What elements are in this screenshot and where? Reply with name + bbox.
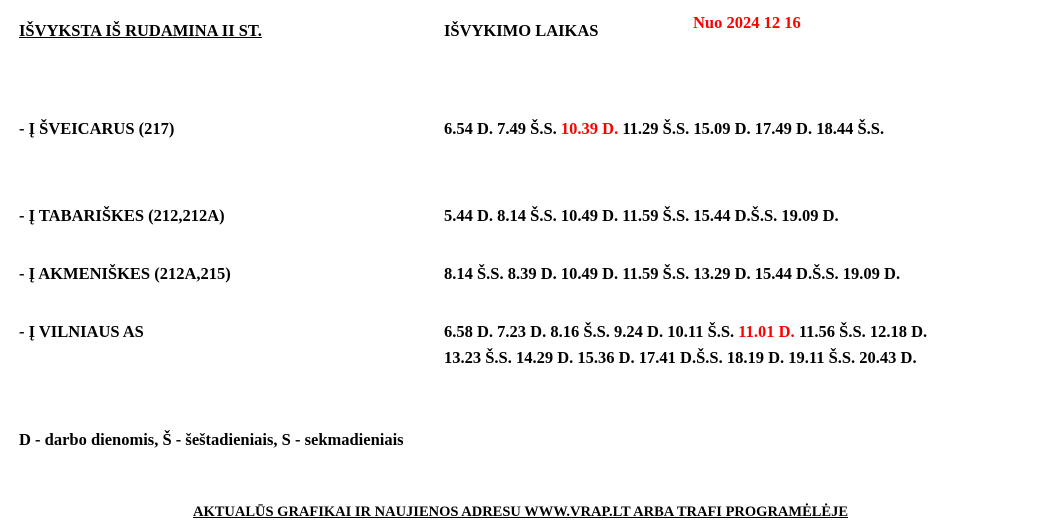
route-destination-akmeniskes: - Į AKMENIŠKES (212A,215) [19,264,231,283]
times-line [444,345,927,371]
legend-text: D - darbo dienomis, Š - šeštadieniais, S - sekmadieniais [19,430,404,449]
times-text: 11.56 Š.S. 12.18 D. [794,322,928,341]
times-text: 8.14 Š.S. 8.39 D. 10.49 D. 11.59 Š.S. 13.29 D. 15.44 D.Š.S. 19.09 D. [444,264,901,283]
route-times-vilniaus-as [444,319,927,371]
times-text: 11.29 Š.S. 15.09 D. 17.49 D. 18.44 Š.S. [618,119,885,138]
footer-notice: AKTUALŪS GRAFIKAI IR NAUJIENOS ADRESU WWW.VRAP.LT ARBA TRAFI PROGRAMĖLĖJE [192,504,849,520]
route-times-tabariskes [444,203,839,229]
departure-time-heading: IŠVYKIMO LAIKAS [444,21,599,40]
route-times-sveicarus [444,116,884,142]
departure-stop-heading: IŠVYKSTA IŠ RUDAMINA II ST. [19,21,262,40]
times-text: 6.54 D. 7.49 Š.S. [444,119,561,138]
route-destination-vilniaus-as: - Į VILNIAUS AS [19,322,144,341]
route-times-akmeniskes [444,261,900,287]
valid-from-date: Nuo 2024 12 16 [693,13,801,32]
highlighted-time: 11.01 D. [738,322,795,341]
route-destination-tabariskes: - Į TABARIŠKES (212,212A) [19,206,225,225]
highlighted-time: 10.39 D. [560,119,619,138]
times-line [444,319,927,345]
times-text: 13.23 Š.S. 14.29 D. 15.36 D. 17.41 D.Š.S. 18.19 D. 19.11 Š.S. 20.43 D. [444,348,917,367]
times-text: 5.44 D. 8.14 Š.S. 10.49 D. 11.59 Š.S. 15.44 D.Š.S. 19.09 D. [444,206,839,225]
times-text: 6.58 D. 7.23 D. 8.16 Š.S. 9.24 D. 10.11 Š.S. [444,322,739,341]
route-destination-sveicarus: - Į ŠVEICARUS (217) [19,119,175,138]
